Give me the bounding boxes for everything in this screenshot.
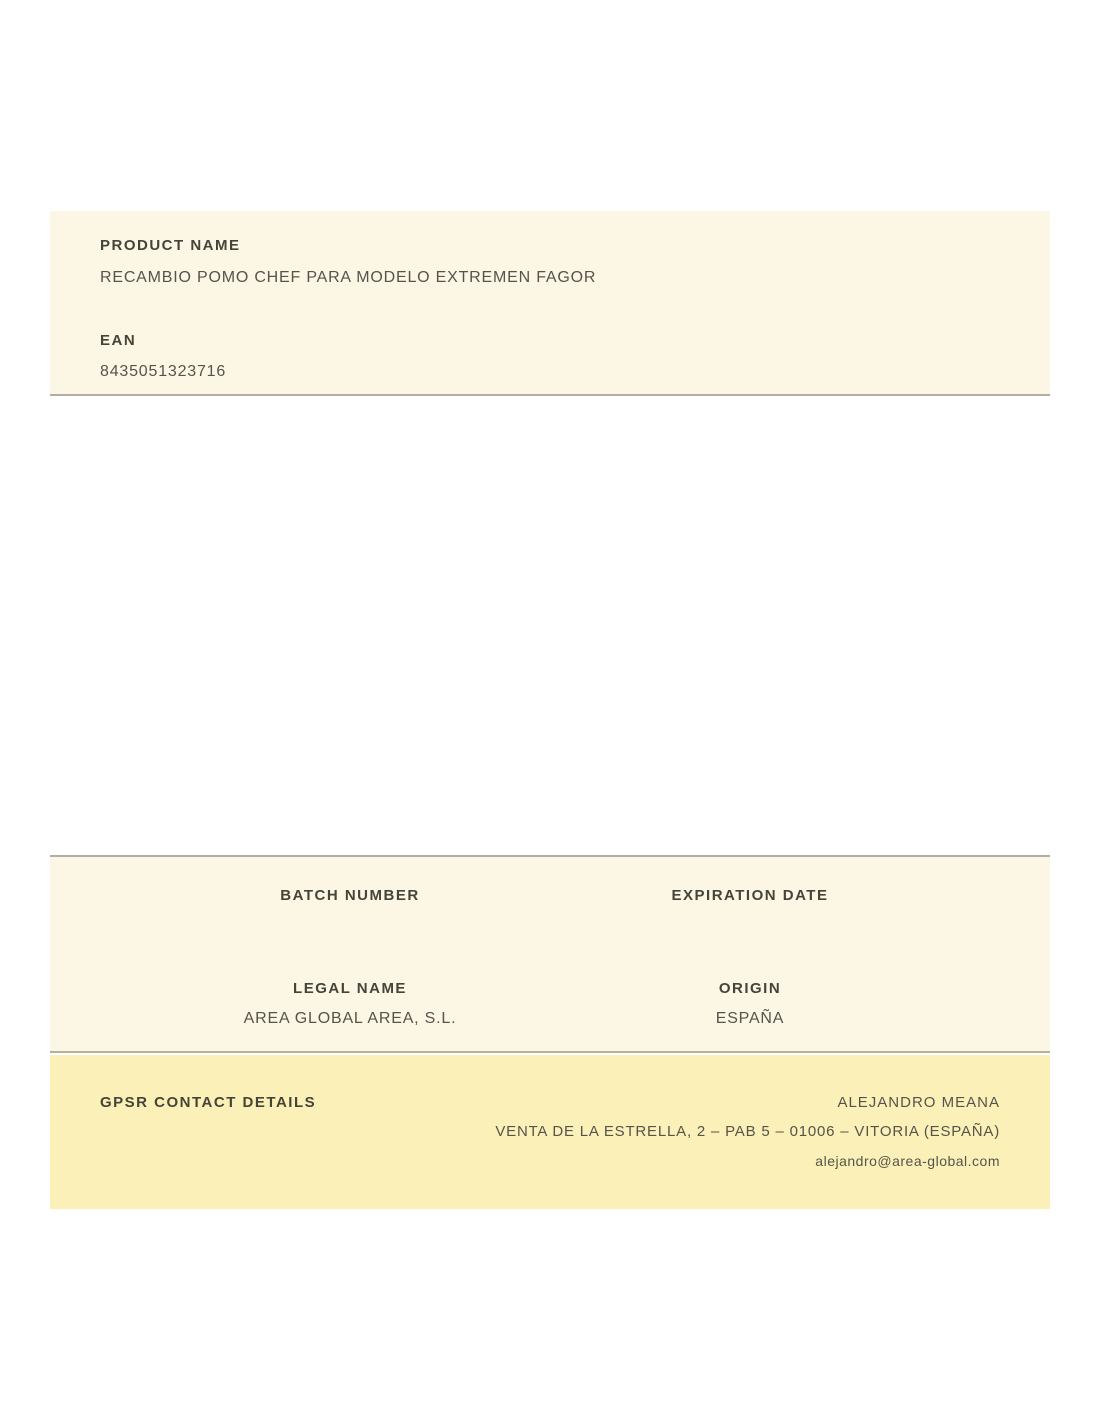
gpsr-contact-details: [495, 1095, 1000, 1169]
legal-origin-row: [150, 981, 950, 1029]
gpsr-contact-title: GPSR CONTACT DETAILS: [100, 1094, 317, 1111]
expiration-date-cell: [550, 888, 950, 936]
legal-name-label: LEGAL NAME: [293, 979, 407, 997]
ean-value: 8435051323716: [100, 363, 227, 381]
batch-number-label: BATCH NUMBER: [280, 887, 420, 904]
ean-label: EAN: [100, 331, 137, 349]
batch-number-value: [150, 918, 550, 936]
expiration-date-label: EXPIRATION DATE: [671, 887, 829, 904]
gpsr-contact-section: [50, 1055, 1050, 1209]
batch-number-cell: [150, 888, 550, 936]
product-name-label: PRODUCT NAME: [100, 237, 241, 254]
origin-cell: [550, 981, 950, 1029]
legal-name-value: AREA GLOBAL AREA, S.L.: [243, 1010, 457, 1027]
product-section: [50, 211, 1050, 396]
origin-label: ORIGIN: [718, 979, 782, 997]
contact-name: ALEJANDRO MEANA: [837, 1094, 1000, 1111]
expiration-date-value: [550, 918, 950, 936]
batch-section: [50, 855, 1050, 1053]
contact-address: VENTA DE LA ESTRELLA, 2 – PAB 5 – 01006 – VITORIA (ESPAÑA): [495, 1122, 1000, 1140]
contact-email: alejandro@area-global.com: [815, 1153, 1000, 1169]
origin-value: ESPAÑA: [715, 1010, 785, 1027]
legal-name-cell: [150, 981, 550, 1029]
product-name-value: RECAMBIO POMO CHEF PARA MODELO EXTREMEN FAGOR: [100, 268, 597, 286]
batch-expiration-row: [150, 888, 950, 936]
